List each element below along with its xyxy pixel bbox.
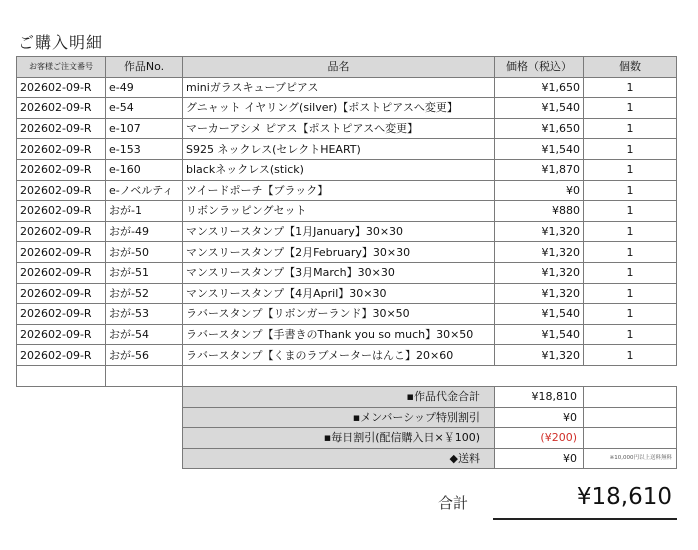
shipping-note: ※10,000円以上送料無料 [584,448,677,469]
price-cell: ¥1,540 [495,324,584,345]
total-label: 合計 [438,494,469,512]
work-no-cell: おが-53 [106,304,183,325]
table-row [17,98,677,119]
work-no-cell: e-160 [106,159,183,180]
qty-cell: 1 [584,283,677,304]
items-body [17,77,677,386]
table-header-row [17,57,677,78]
column-header-qty: 個数 [584,57,677,78]
price-cell: ¥1,650 [495,77,584,98]
daily-discount-value: (¥200) [495,428,584,449]
qty-cell: 1 [584,242,677,263]
qty-cell: 1 [584,180,677,201]
price-cell: ¥1,320 [495,345,584,366]
order-no-cell: 202602-09-R [17,262,106,283]
order-no-cell: 202602-09-R [17,180,106,201]
item-name-cell: S925 ネックレス(セレクトHEART) [183,139,495,160]
price-cell: ¥1,540 [495,98,584,119]
qty-cell: 1 [584,304,677,325]
table-row [17,283,677,304]
qty-cell: 1 [584,98,677,119]
member-discount-extra [584,407,677,428]
work-no-cell: おが-49 [106,221,183,242]
table-row [17,159,677,180]
work-no-cell: e-153 [106,139,183,160]
item-name-cell: ツイードポーチ【ブラック】 [183,180,495,201]
summary-row-member [183,407,677,428]
item-name-cell: blackネックレス(stick) [183,159,495,180]
shipping-value: ¥0 [495,448,584,469]
price-cell: ¥1,320 [495,242,584,263]
work-no-cell: おが-50 [106,242,183,263]
column-header-work-no: 作品No. [106,57,183,78]
table-row [17,304,677,325]
order-no-cell: 202602-09-R [17,345,106,366]
shipping-label: ◆送料 [183,448,495,469]
blank-cell [17,365,106,386]
item-name-cell: マーカーアシメ ピアス【ポストピアスへ変更】 [183,118,495,139]
qty-cell: 1 [584,139,677,160]
qty-cell: 1 [584,77,677,98]
work-no-cell: おが-1 [106,201,183,222]
subtotal-label: ▪作品代金合計 [183,387,495,408]
member-discount-value: ¥0 [495,407,584,428]
subtotal-value: ¥18,810 [495,387,584,408]
table-row [17,242,677,263]
table-row [17,201,677,222]
daily-discount-extra [584,428,677,449]
order-no-cell: 202602-09-R [17,283,106,304]
item-name-cell: ラバースタンプ【くまのラブメーターはんこ】20×60 [183,345,495,366]
item-name-cell: miniガラスキューブピアス [183,77,495,98]
order-no-cell: 202602-09-R [17,324,106,345]
qty-cell: 1 [584,201,677,222]
order-no-cell: 202602-09-R [17,118,106,139]
price-cell: ¥880 [495,201,584,222]
qty-cell: 1 [584,118,677,139]
blank-cell [495,365,584,386]
table-row-blank [17,365,677,386]
column-header-name: 品名 [183,57,495,78]
price-cell: ¥1,320 [495,283,584,304]
summary-row-shipping [183,448,677,469]
table-row [17,139,677,160]
qty-cell: 1 [584,324,677,345]
work-no-cell: おが-54 [106,324,183,345]
work-no-cell: e-ノベルティ [106,180,183,201]
qty-cell: 1 [584,159,677,180]
table-row [17,345,677,366]
work-no-cell: e-107 [106,118,183,139]
price-cell: ¥1,540 [495,139,584,160]
qty-cell: 1 [584,262,677,283]
item-name-cell: マンスリースタンプ【1月January】30×30 [183,221,495,242]
item-name-cell: マンスリースタンプ【2月February】30×30 [183,242,495,263]
price-cell: ¥1,650 [495,118,584,139]
page-title: ご購入明細 [18,33,104,52]
member-discount-label: ▪メンバーシップ特別割引 [183,407,495,428]
item-name-cell: リボンラッピングセット [183,201,495,222]
qty-cell: 1 [584,345,677,366]
price-cell: ¥1,320 [495,262,584,283]
table-row [17,221,677,242]
daily-discount-label: ▪毎日割引(配信購入日×￥100) [183,428,495,449]
item-name-cell: ラバースタンプ【リボンガーランド】30×50 [183,304,495,325]
price-cell: ¥0 [495,180,584,201]
blank-cell [183,365,495,386]
blank-cell [584,365,677,386]
table-row [17,180,677,201]
column-header-order-no: お客様ご注文番号 [17,57,106,78]
work-no-cell: e-49 [106,77,183,98]
total-value: ¥18,610 [576,484,672,510]
order-no-cell: 202602-09-R [17,98,106,119]
table-row [17,324,677,345]
blank-cell [106,365,183,386]
table-row [17,77,677,98]
item-name-cell: マンスリースタンプ【4月April】30×30 [183,283,495,304]
summary-row-subtotal [183,387,677,408]
table-row [17,118,677,139]
price-cell: ¥1,870 [495,159,584,180]
total-underline [493,518,677,520]
summary-table [182,386,677,469]
subtotal-extra [584,387,677,408]
qty-cell: 1 [584,221,677,242]
item-name-cell: ラバースタンプ【手書きのThank you so much】30×50 [183,324,495,345]
order-no-cell: 202602-09-R [17,201,106,222]
work-no-cell: おが-52 [106,283,183,304]
work-no-cell: おが-51 [106,262,183,283]
table-row [17,262,677,283]
work-no-cell: e-54 [106,98,183,119]
order-no-cell: 202602-09-R [17,77,106,98]
order-no-cell: 202602-09-R [17,139,106,160]
order-no-cell: 202602-09-R [17,242,106,263]
order-no-cell: 202602-09-R [17,304,106,325]
item-name-cell: グニャット イヤリング(silver)【ポストピアスへ変更】 [183,98,495,119]
work-no-cell: おが-56 [106,345,183,366]
price-cell: ¥1,320 [495,221,584,242]
item-name-cell: マンスリースタンプ【3月March】30×30 [183,262,495,283]
order-no-cell: 202602-09-R [17,221,106,242]
column-header-price: 価格（税込） [495,57,584,78]
summary-row-daily [183,428,677,449]
order-no-cell: 202602-09-R [17,159,106,180]
price-cell: ¥1,540 [495,304,584,325]
items-table [16,56,677,387]
